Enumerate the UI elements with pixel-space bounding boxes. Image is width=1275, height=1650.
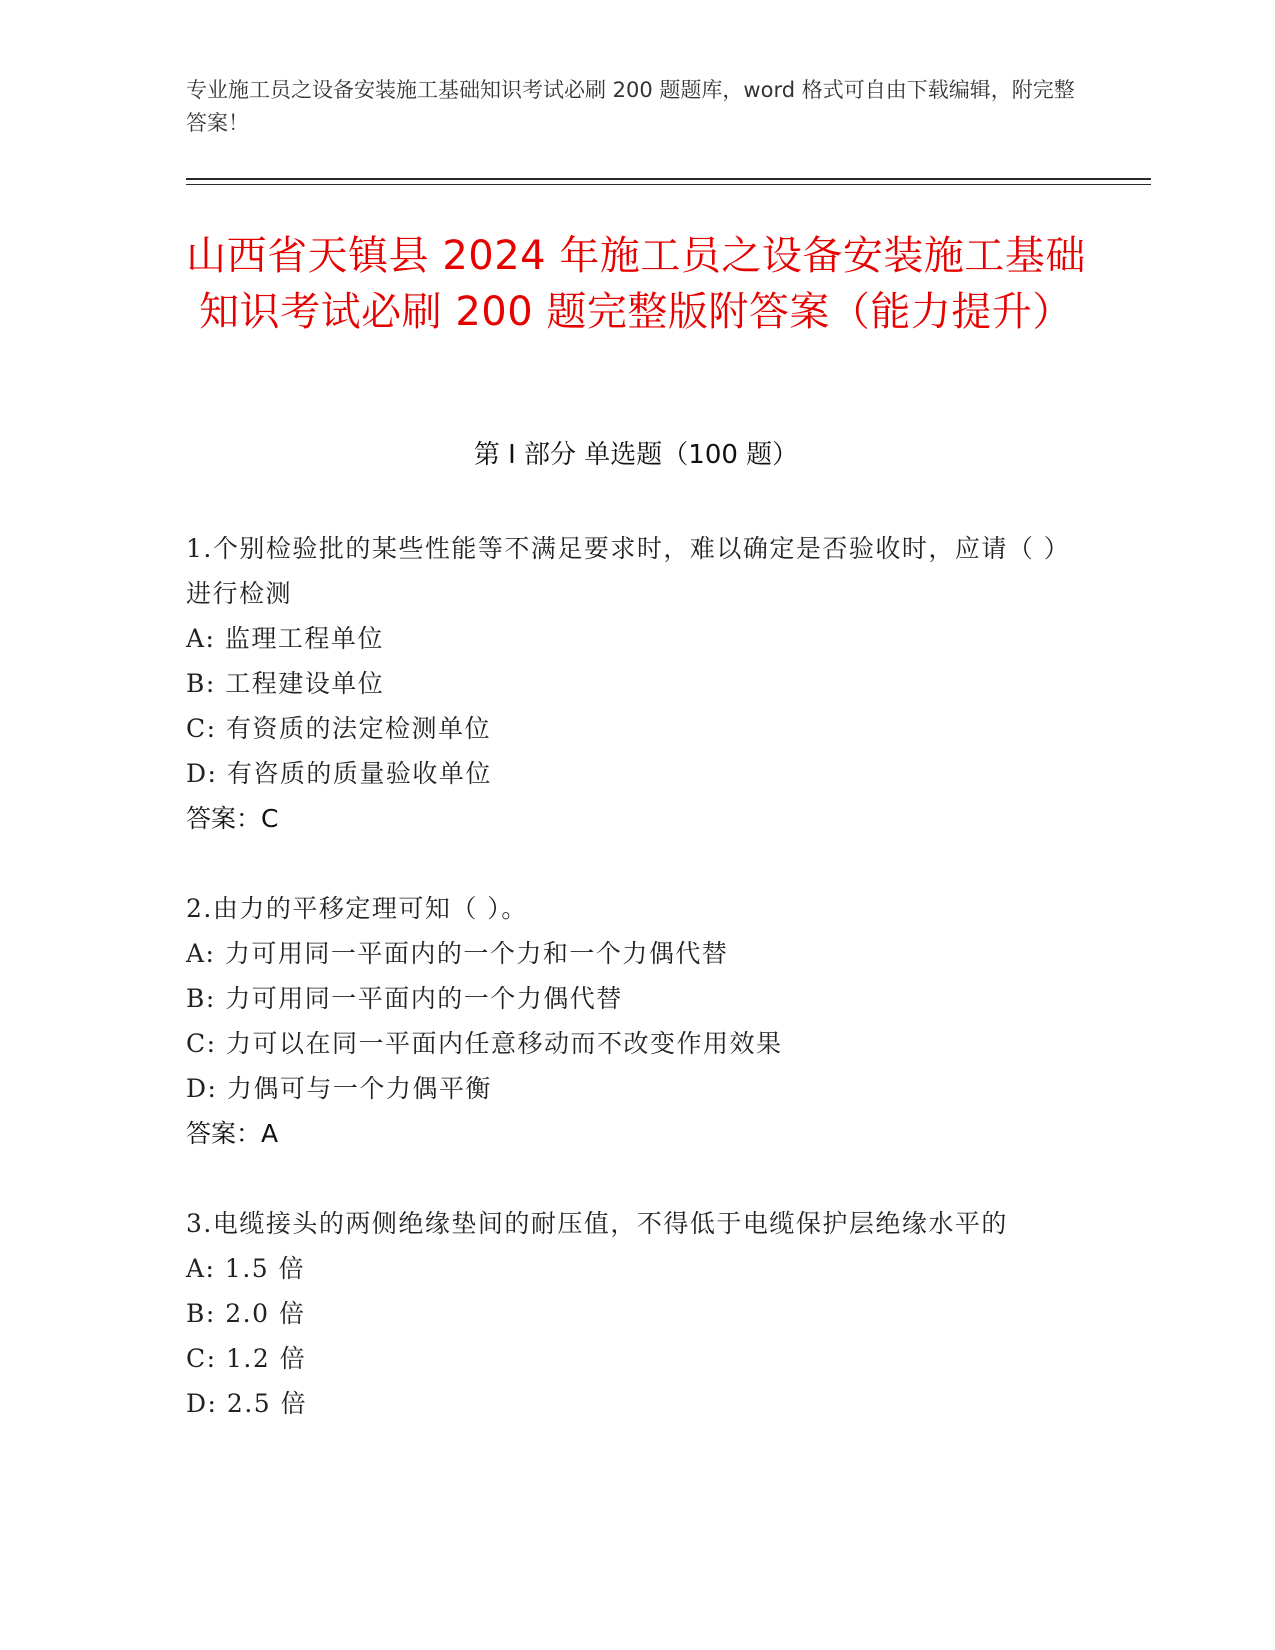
document-title: 山西省天镇县 2024 年施工员之设备安装施工基础知识考试必刷 200 题完整版附答案（能力提升） xyxy=(186,233,1086,335)
question-stem: 3.电缆接头的两侧绝缘垫间的耐压值，不得低于电缆保护层绝缘水平的 xyxy=(186,1209,1008,1238)
option-a: A: 力可用同一平面内的一个力和一个力偶代替 xyxy=(186,939,729,968)
option-b: B: 力可用同一平面内的一个力偶代替 xyxy=(186,984,623,1013)
question-list xyxy=(186,526,1066,1471)
option-b: B: 2.0 倍 xyxy=(186,1299,306,1328)
option-c: C: 力可以在同一平面内任意移动而不改变作用效果 xyxy=(186,1029,783,1058)
option-d: D: 力偶可与一个力偶平衡 xyxy=(186,1074,492,1103)
option-a: A: 1.5 倍 xyxy=(186,1254,306,1283)
option-a: A: 监理工程单位 xyxy=(186,624,384,653)
answer-line: 答案：A xyxy=(186,1119,279,1148)
question-stem: 2.由力的平移定理可知（ ）。 xyxy=(186,894,528,923)
question-3 xyxy=(186,1201,1066,1426)
option-c: C: 有资质的法定检测单位 xyxy=(186,714,491,743)
header-divider-thick xyxy=(186,178,1151,180)
header-note: 专业施工员之设备安装施工基础知识考试必刷 200 题题库，word 格式可自由下载编辑，附完整答案！ xyxy=(186,78,1075,135)
question-stem: 1.个别检验批的某些性能等不满足要求时，难以确定是否验收时，应请（ ）进行检测 xyxy=(186,534,1058,608)
question-1 xyxy=(186,526,1066,841)
header-divider-thin xyxy=(186,184,1151,185)
option-c: C: 1.2 倍 xyxy=(186,1344,307,1373)
option-d: D: 2.5 倍 xyxy=(186,1389,308,1418)
option-b: B: 工程建设单位 xyxy=(186,669,385,698)
question-2 xyxy=(186,886,1066,1156)
answer-line: 答案：C xyxy=(186,804,279,833)
option-d: D: 有咨质的质量验收单位 xyxy=(186,759,492,788)
section-title: 第 I 部分 单选题（100 题） xyxy=(473,440,799,470)
